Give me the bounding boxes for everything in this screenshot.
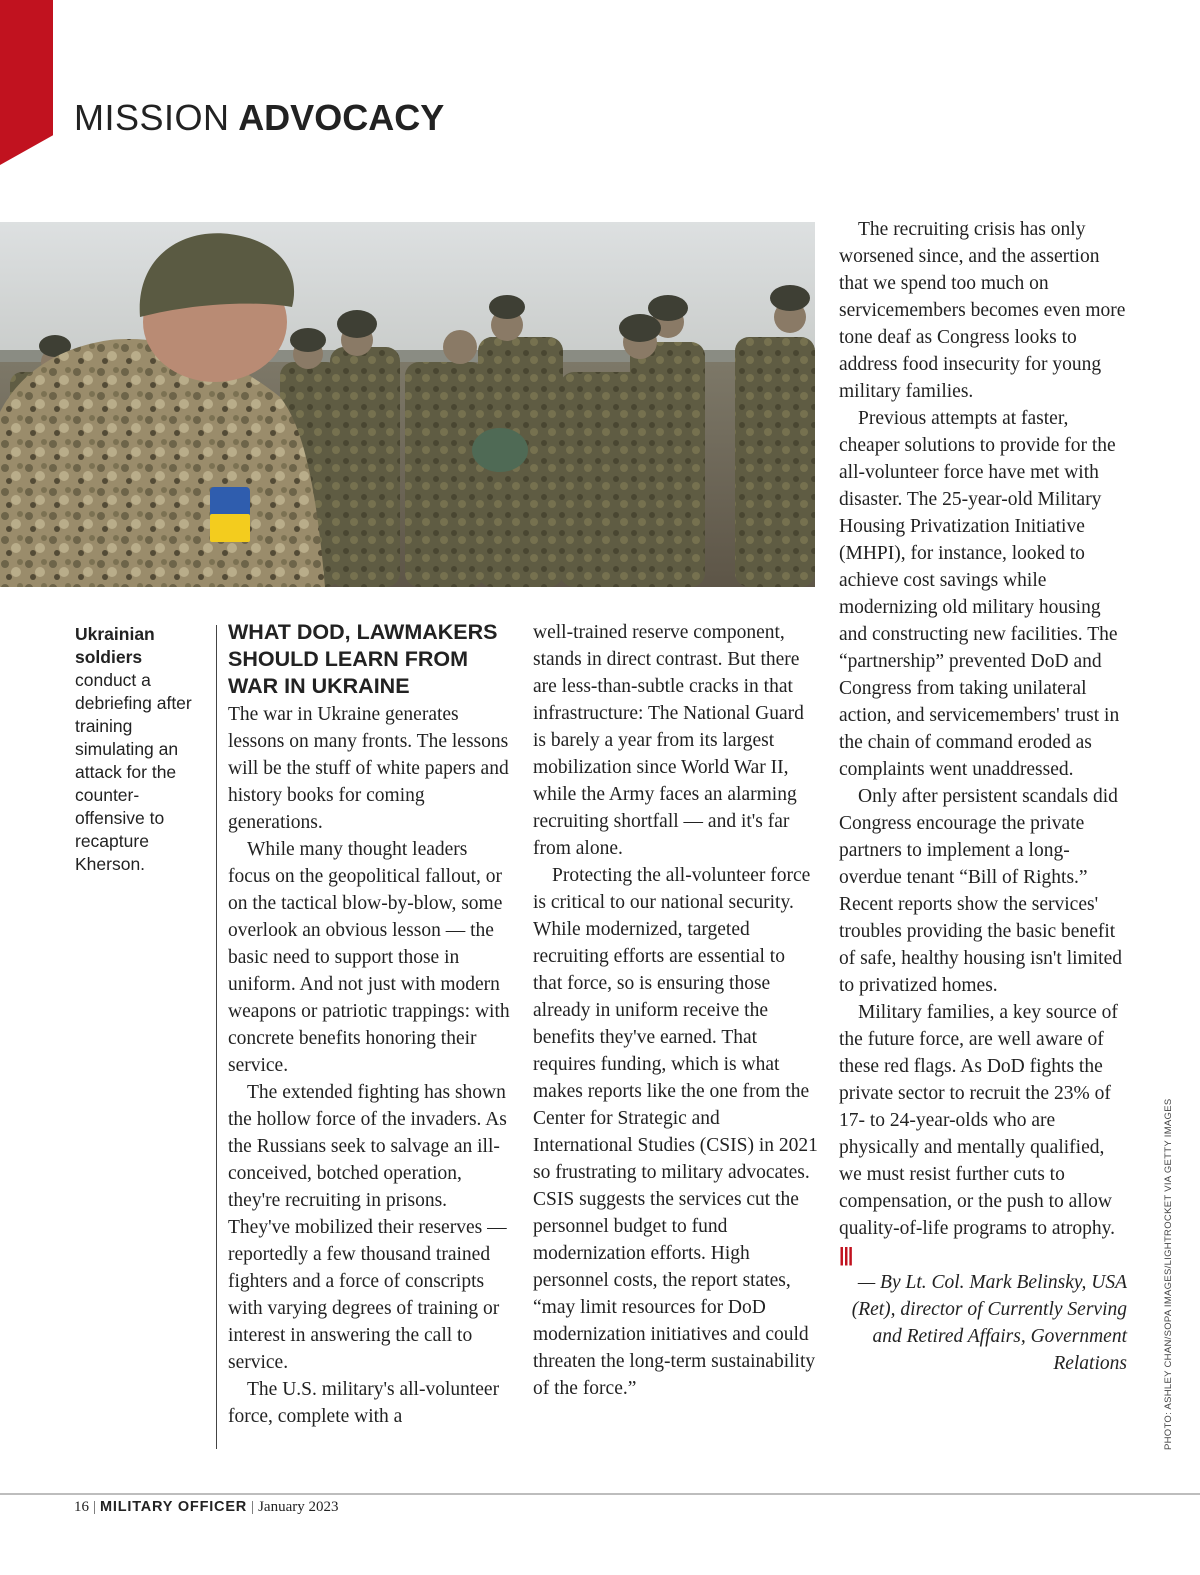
caption-bold: Ukrainian soldiers — [75, 624, 155, 667]
article-headline: WHAT DOD, LAWMAKERS SHOULD LEARN FROM WAR IN UKRAINE — [228, 620, 498, 698]
footer-separator: | — [93, 1499, 97, 1515]
article-column-1 — [228, 619, 513, 1430]
article-column-2 — [533, 619, 818, 1402]
footer-separator: | — [251, 1499, 255, 1515]
issue-date: January 2023 — [258, 1499, 339, 1515]
article-paragraph: well-trained reserve component, stands in direct contrast. But there are less-than-subtle cracks in that infrastructure: The National Guard is barely a year from its largest mobilization since World War II, while the Army faces an alarming recruiting shortfall — and it's far from alone. — [533, 622, 804, 859]
article-paragraph: While many thought leaders focus on the geopolitical fallout, or on the tactical blow-by-blow, some overlook an obvious lesson — the basic need to support those in uniform. And not just with modern weapons or patriotic trappings: with concrete benefits honoring their service. — [228, 839, 510, 1076]
article-paragraph — [839, 999, 1127, 1269]
article-paragraph: The U.S. military's all-volunteer force, complete with a — [228, 1379, 500, 1427]
article-paragraph: The war in Ukraine generates lessons on many fronts. The lessons will be the stuff of white papers and history books for coming generations. — [228, 704, 509, 833]
footer-rule — [0, 1493, 1200, 1495]
end-mark-icon: ||| — [839, 1244, 853, 1266]
article-paragraph: Previous attempts at faster, cheaper solutions to provide for the all-volunteer force have met with disaster. The 25-year-old Military Housing Privatization Initiative (MHPI), for instance, looked to achieve cost savings while modernizing old military housing and constructing new facilities. The “partnership” prevented DoD and Congress from taking unilateral action, and servicemembers' trust in the chain of command eroded as complaints went unaddressed. — [839, 408, 1120, 780]
article-paragraph: The recruiting crisis has only worsened since, and the assertion that we spend too much on servicemembers becomes even more tone deaf as Congress looks to address food insecurity for young military families. — [839, 219, 1126, 402]
photo-credit: PHOTO: ASHLEY CHAN/SOPA IMAGES/LIGHTROCKET VIA GETTY IMAGES — [1163, 1098, 1174, 1450]
page-footer — [74, 1497, 339, 1517]
article-paragraph: Only after persistent scandals did Congress encourage the private partners to implement a long-overdue tenant “Bill of Rights.” Recent reports show the services' troubles providing the basic benefit of safe, healthy housing isn't limited to privatized homes. — [839, 786, 1122, 996]
section-title-bold: ADVOCACY — [238, 97, 445, 138]
section-title — [74, 94, 444, 142]
page-number: 16 — [74, 1499, 89, 1515]
section-color-tab — [0, 0, 53, 165]
caption-divider — [216, 625, 217, 1449]
section-title-light: MISSION — [74, 97, 230, 138]
article-paragraph: Protecting the all-volunteer force is critical to our national security. While modernized, targeted recruiting efforts are essential to that force, so is ensuring those already in uniform receive the benefits they've earned. That requires funding, which is what makes reports like the one from the Center for Strategic and International Studies (CSIS) in 2021 so frustrating to military advocates. CSIS suggests the services cut the personnel budget to fund modernization efforts. High personnel costs, the report states, “may limit resources for DoD modernization initiatives and could threaten the long-term sustainability of the force.” — [533, 865, 818, 1399]
article-last-paragraph: Military families, a key source of the future force, are well aware of these red flags. As DoD fights the private sector to recruit the 23% of 17- to 24-year-olds who are physically and mentally qualified, we must resist further cuts to compensation, or the push to allow quality-of-life programs to atrophy. — [839, 1002, 1118, 1239]
publication-name: MILITARY OFFICER — [100, 1499, 248, 1515]
article-paragraph: The extended fighting has shown the hollow force of the invaders. As the Russians seek to salvage an ill-conceived, botched operation, they're recruiting in prisons. They've mobilized their reserves — reportedly a few thousand trained fighters and a force of conscripts with varying degrees of training or interest in answering the call to service. — [228, 1082, 507, 1373]
article-byline: — By Lt. Col. Mark Belinsky, USA (Ret), director of Currently Serving and Retired Affairs, Government Relations — [851, 1272, 1127, 1374]
photo-caption — [75, 623, 200, 876]
caption-text: conduct a debriefing after training simulating an attack for the counter-offensive to recapture Kherson. — [75, 670, 192, 874]
article-column-3 — [839, 216, 1127, 1377]
soldiers-photo-illustration — [0, 222, 815, 587]
article-photo — [0, 222, 815, 587]
